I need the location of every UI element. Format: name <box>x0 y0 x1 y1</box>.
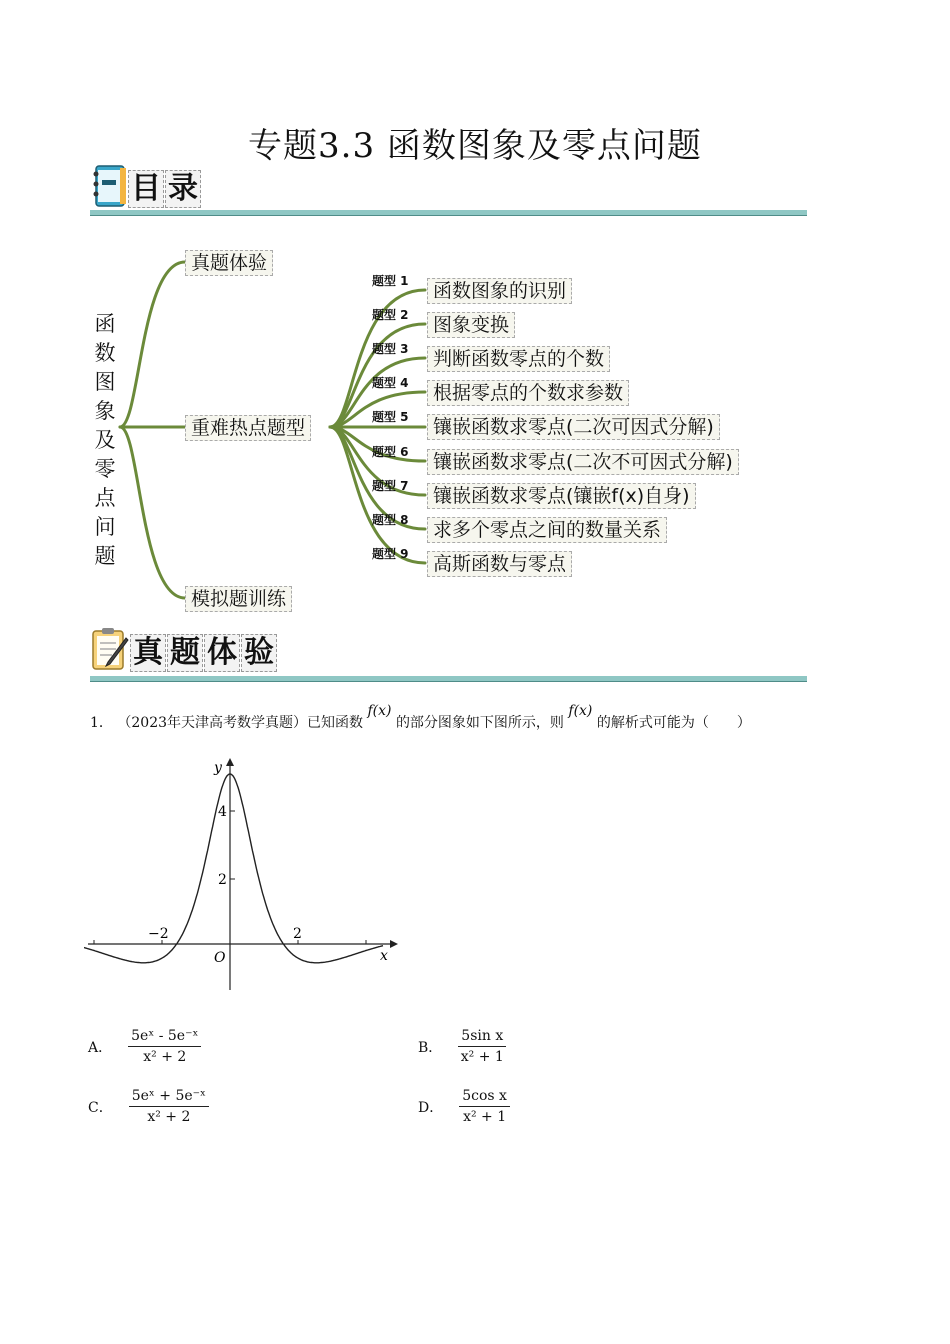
question-fx: f(x) <box>367 703 392 719</box>
option-a[interactable]: A． $\frac{\text{5eˣ - 5e⁻ˣ}}{\text{x² + 2}}$ <box>88 1028 201 1065</box>
y-tick-label-2: 2 <box>218 872 227 888</box>
type-label-9: 题型 9 <box>372 547 409 561</box>
option-c[interactable]: C． $\frac{\text{5eˣ + 5e⁻ˣ}}{\text{x² + 2}}$ <box>88 1088 209 1125</box>
x-axis-label: x <box>380 948 388 964</box>
type-label-4: 题型 4 <box>372 376 409 390</box>
type-label-7: 题型 7 <box>372 479 409 493</box>
y-axis-label: y <box>214 760 222 776</box>
toc-type-6[interactable]: 镶嵌函数求零点(二次不可因式分解) <box>427 449 739 475</box>
y-tick-label-4: 4 <box>218 804 227 820</box>
option-c-fraction: $\frac{\text{5eˣ + 5e⁻ˣ}}{\text{x² + 2}}$ <box>129 1088 209 1125</box>
option-d[interactable]: D． $\frac{\text{5cos x}}{\text{x² + 1}}$ <box>418 1088 510 1125</box>
question-source: （2023年天津高考数学真题）已知函数 <box>117 715 364 731</box>
y-axis-arrow <box>226 758 234 766</box>
toc-type-2[interactable]: 图象变换 <box>427 312 515 338</box>
type-label-2: 题型 2 <box>372 308 409 322</box>
option-b[interactable]: B． $\frac{\text{5sin x}}{\text{x² + 1}}$ <box>418 1028 506 1065</box>
question-fx-2: f(x) <box>568 703 593 719</box>
section-zhenti-header <box>90 628 278 672</box>
page-title: 专题3.3 函数图象及零点问题 <box>248 126 702 166</box>
toc-type-1[interactable]: 函数图象的识别 <box>427 278 572 304</box>
toc-type-4[interactable]: 根据零点的个数求参数 <box>427 380 629 406</box>
question-mid: 的部分图象如下图所示，则 <box>395 715 564 731</box>
option-b-fraction: $\frac{\text{5sin x}}{\text{x² + 1}}$ <box>458 1028 506 1065</box>
origin-label: O <box>214 950 226 966</box>
branch-line-3 <box>120 427 185 598</box>
toc-type-5[interactable]: 镶嵌函数求零点(二次可因式分解) <box>427 414 720 440</box>
mindmap-root: 函 数 图 象 及 零 点 问 题 <box>94 312 116 568</box>
x-tick-label-minus2: −2 <box>148 926 169 942</box>
x-tick-label-2: 2 <box>293 926 302 942</box>
series-f-curve <box>84 774 383 963</box>
function-graph <box>84 752 404 997</box>
type-label-3: 题型 3 <box>372 342 409 356</box>
toc-branch-zhongnan[interactable]: 重难热点题型 <box>185 415 311 441</box>
question-number: 1． <box>90 715 113 731</box>
toc-branch-zhenti[interactable]: 真题体验 <box>185 250 273 276</box>
clipboard-pen-icon <box>90 626 130 672</box>
toc-heading: 目 录 <box>128 170 202 208</box>
option-d-fraction: $\frac{\text{5cos x}}{\text{x² + 1}}$ <box>459 1088 510 1125</box>
type-label-5: 题型 5 <box>372 410 409 424</box>
type-label-1: 题型 1 <box>372 274 409 288</box>
toc-type-9[interactable]: 高斯函数与零点 <box>427 551 572 577</box>
option-a-fraction: $\frac{\text{5eˣ - 5e⁻ˣ}}{\text{x² + 2}}$ <box>128 1028 201 1065</box>
toc-type-7[interactable]: 镶嵌函数求零点(镶嵌f(x)自身) <box>427 483 696 509</box>
x-axis-arrow <box>390 940 398 948</box>
type-label-8: 题型 8 <box>372 513 409 527</box>
section-rule <box>90 676 807 682</box>
toc-type-8[interactable]: 求多个零点之间的数量关系 <box>427 517 667 543</box>
toc-type-3[interactable]: 判断函数零点的个数 <box>427 346 610 372</box>
toc-branch-moni[interactable]: 模拟题训练 <box>185 586 292 612</box>
section-zhenti-heading: 真 题 体 验 <box>130 634 278 672</box>
question-1 <box>90 703 751 732</box>
branch-line-1 <box>120 262 185 427</box>
type-label-6: 题型 6 <box>372 445 409 459</box>
question-tail: 的解析式可能为（ ） <box>596 715 751 731</box>
